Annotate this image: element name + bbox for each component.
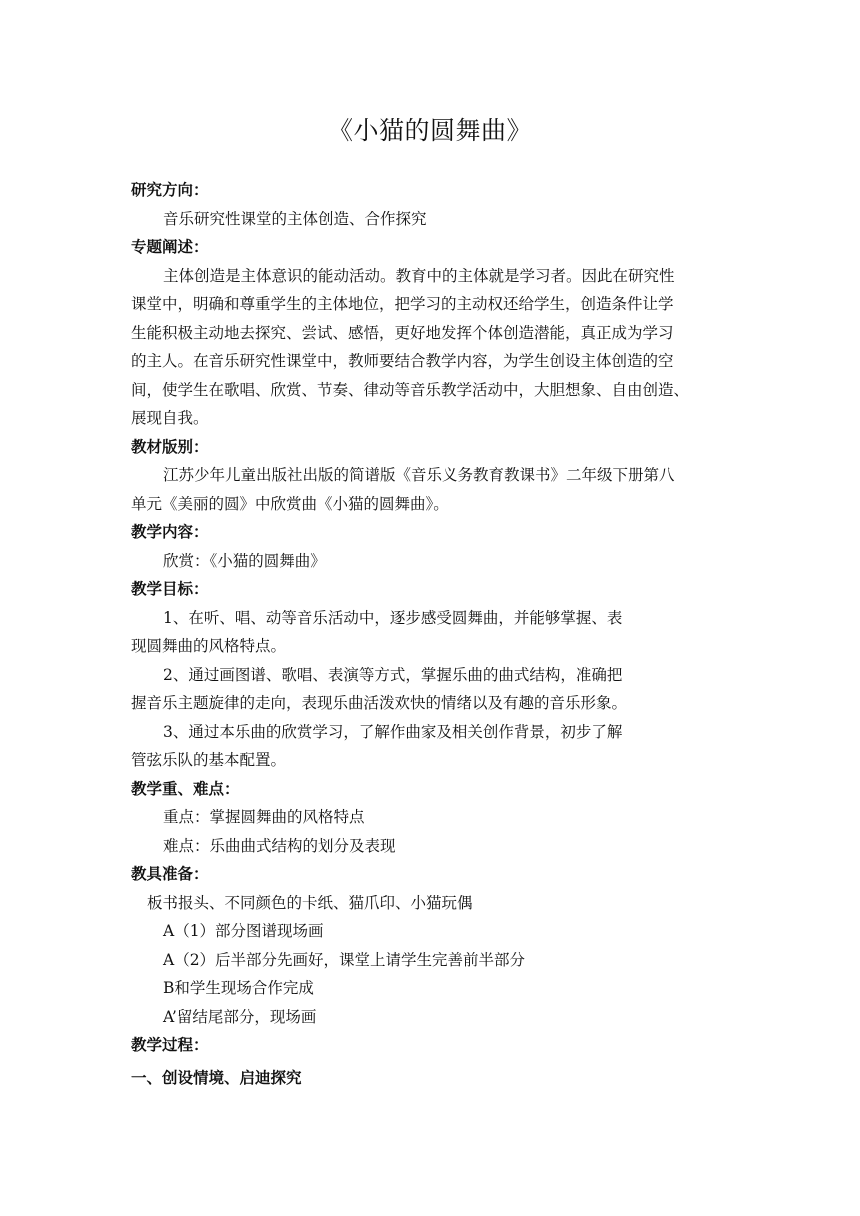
tools-main-text: 板书报头、不同颜色的卡纸、猫爪印、小猫玩偶 (147, 893, 473, 912)
process-step-heading: 一、创设情境、启迪探究 (131, 1068, 302, 1087)
tool-item: A（1）部分图谱现场画 (163, 922, 324, 940)
goals-heading: 教学目标： (131, 580, 209, 598)
topic-line: 的主人。在音乐研究性课堂中，教师要结合教学内容，为学生创设主体创造的空 (131, 352, 674, 370)
research-direction-heading: 研究方向： (131, 181, 209, 199)
goal-item-rest-line: 管弦乐队的基本配置。 (131, 751, 287, 769)
goal-item-first-line: 2、通过画图谱、歌唱、表演等方式，掌握乐曲的曲式结构，准确把 (163, 665, 623, 684)
topic-line: 展现自我。 (131, 409, 209, 427)
topic-line: 生能积极主动地去探究、尝试、感悟，更好地发挥个体创造潜能，真正成为学习 (131, 323, 674, 342)
goal-item-first-line: 1、在听、唱、动等音乐活动中，逐步感受圆舞曲，并能够掌握、表 (163, 608, 623, 627)
topic-line: 主体创造是主体意识的能动活动。教育中的主体就是学习者。因此在研究性 (163, 266, 675, 285)
goal-item-first-line: 3、通过本乐曲的欣赏学习，了解作曲家及相关创作背景，初步了解 (163, 722, 623, 741)
textbook-heading: 教材版别： (131, 437, 209, 456)
textbook-line: 单元《美丽的圆》中欣赏曲《小猫的圆舞曲》。 (131, 494, 449, 513)
process-heading: 教学过程： (131, 1036, 209, 1054)
document-title: 《小猫的圆舞曲》 (327, 116, 532, 145)
tool-item: A’留结尾部分，现场画 (163, 1007, 317, 1026)
goal-item-rest-line: 现圆舞曲的风格特点。 (131, 637, 287, 655)
textbook-line: 江苏少年儿童出版社出版的简谱版《音乐义务教育教课书》二年级下册第八 (163, 466, 675, 484)
content-heading: 教学内容： (131, 523, 209, 541)
topic-heading: 专题阐述： (131, 238, 209, 256)
key-points-heading: 教学重、难点： (131, 779, 240, 798)
tool-item: A（2）后半部分先画好，课堂上请学生完善前半部分 (163, 950, 526, 969)
research-direction-text: 音乐研究性课堂的主体创造、合作探究 (163, 209, 427, 228)
key-point-difficulty: 难点：乐曲曲式结构的划分及表现 (163, 836, 396, 855)
content-text: 欣赏：《小猫的圆舞曲》 (163, 551, 326, 570)
document-body (131, 176, 731, 1092)
topic-line: 课堂中，明确和尊重学生的主体地位，把学习的主动权还给学生，创造条件让学 (131, 295, 674, 313)
topic-line: 间，使学生在歌唱、欣赏、节奏、律动等音乐教学活动中，大胆想象、自由创造、 (131, 380, 690, 399)
tools-heading: 教具准备： (131, 865, 209, 883)
goal-item-rest-line: 握音乐主题旋律的走向，表现乐曲活泼欢快的情绪以及有趣的音乐形象。 (131, 694, 628, 712)
key-point-focus: 重点：掌握圆舞曲的风格特点 (163, 808, 365, 826)
tool-item: B和学生现场合作完成 (163, 979, 314, 997)
